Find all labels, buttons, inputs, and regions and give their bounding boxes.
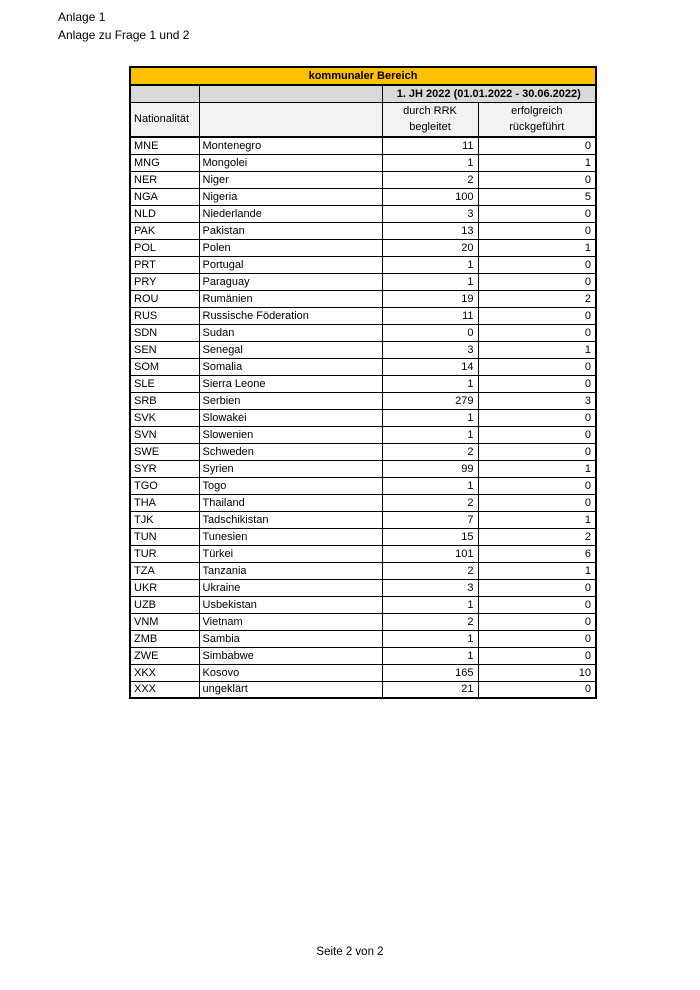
cell-country: Ukraine — [199, 579, 382, 596]
cell-rueckgefuehrt: 1 — [478, 154, 596, 171]
cell-country: Niederlande — [199, 205, 382, 222]
cell-country: Usbekistan — [199, 596, 382, 613]
column-header-begleitet: durch RRK begleitet — [382, 102, 478, 137]
cell-code: PRT — [130, 256, 199, 273]
table-row — [130, 545, 596, 562]
cell-begleitet: 99 — [382, 460, 478, 477]
table-row — [130, 239, 596, 256]
cell-begleitet: 3 — [382, 341, 478, 358]
cell-rueckgefuehrt: 1 — [478, 562, 596, 579]
cell-rueckgefuehrt: 5 — [478, 188, 596, 205]
cell-rueckgefuehrt: 0 — [478, 647, 596, 664]
cell-begleitet: 165 — [382, 664, 478, 681]
statistics-table — [129, 66, 597, 699]
cell-rueckgefuehrt: 0 — [478, 256, 596, 273]
cell-rueckgefuehrt: 0 — [478, 409, 596, 426]
cell-begleitet: 15 — [382, 528, 478, 545]
cell-begleitet: 101 — [382, 545, 478, 562]
cell-country: Syrien — [199, 460, 382, 477]
cell-begleitet: 11 — [382, 137, 478, 154]
cell-code: ROU — [130, 290, 199, 307]
cell-country: Niger — [199, 171, 382, 188]
cell-rueckgefuehrt: 0 — [478, 426, 596, 443]
cell-code: SYR — [130, 460, 199, 477]
cell-country: Russische Föderation — [199, 307, 382, 324]
page-number: Seite 2 von 2 — [316, 946, 384, 958]
cell-begleitet: 19 — [382, 290, 478, 307]
cell-rueckgefuehrt: 0 — [478, 358, 596, 375]
cell-rueckgefuehrt: 0 — [478, 681, 596, 698]
table-row — [130, 307, 596, 324]
cell-code: TZA — [130, 562, 199, 579]
cell-begleitet: 21 — [382, 681, 478, 698]
table-row — [130, 494, 596, 511]
cell-country: Vietnam — [199, 613, 382, 630]
table-row — [130, 528, 596, 545]
table-row — [130, 613, 596, 630]
cell-country: Polen — [199, 239, 382, 256]
cell-begleitet: 1 — [382, 273, 478, 290]
cell-country: Slowakei — [199, 409, 382, 426]
cell-rueckgefuehrt: 0 — [478, 477, 596, 494]
cell-code: TJK — [130, 511, 199, 528]
table-row — [130, 681, 596, 698]
cell-country: Sudan — [199, 324, 382, 341]
cell-code: TUN — [130, 528, 199, 545]
cell-rueckgefuehrt: 0 — [478, 222, 596, 239]
cell-country: Schweden — [199, 443, 382, 460]
cell-rueckgefuehrt: 0 — [478, 375, 596, 392]
cell-rueckgefuehrt: 0 — [478, 307, 596, 324]
table-row — [130, 511, 596, 528]
table-period-row — [130, 85, 596, 102]
cell-code: ZWE — [130, 647, 199, 664]
table-title-row — [130, 67, 596, 85]
table-row — [130, 562, 596, 579]
cell-begleitet: 1 — [382, 256, 478, 273]
cell-code: UKR — [130, 579, 199, 596]
cell-code: SDN — [130, 324, 199, 341]
cell-begleitet: 1 — [382, 426, 478, 443]
cell-rueckgefuehrt: 1 — [478, 239, 596, 256]
cell-rueckgefuehrt: 0 — [478, 273, 596, 290]
cell-code: XKX — [130, 664, 199, 681]
table-row — [130, 205, 596, 222]
table-row — [130, 443, 596, 460]
cell-begleitet: 279 — [382, 392, 478, 409]
cell-rueckgefuehrt: 3 — [478, 392, 596, 409]
cell-country: Tadschikistan — [199, 511, 382, 528]
cell-code: PAK — [130, 222, 199, 239]
cell-country: Slowenien — [199, 426, 382, 443]
table-row — [130, 358, 596, 375]
cell-code: PRY — [130, 273, 199, 290]
cell-begleitet: 7 — [382, 511, 478, 528]
cell-begleitet: 0 — [382, 324, 478, 341]
cell-begleitet: 1 — [382, 154, 478, 171]
cell-country: Sierra Leone — [199, 375, 382, 392]
cell-begleitet: 100 — [382, 188, 478, 205]
cell-rueckgefuehrt: 1 — [478, 460, 596, 477]
table-row — [130, 375, 596, 392]
empty-cell — [130, 85, 199, 102]
cell-begleitet: 1 — [382, 409, 478, 426]
table-row — [130, 392, 596, 409]
cell-begleitet: 3 — [382, 205, 478, 222]
table-row — [130, 477, 596, 494]
cell-code: SVK — [130, 409, 199, 426]
cell-rueckgefuehrt: 0 — [478, 324, 596, 341]
cell-country: Thailand — [199, 494, 382, 511]
cell-code: POL — [130, 239, 199, 256]
table-row — [130, 171, 596, 188]
table-row — [130, 579, 596, 596]
cell-begleitet: 1 — [382, 596, 478, 613]
cell-rueckgefuehrt: 0 — [478, 579, 596, 596]
cell-code: TGO — [130, 477, 199, 494]
cell-begleitet: 2 — [382, 613, 478, 630]
table-row — [130, 324, 596, 341]
cell-code: SEN — [130, 341, 199, 358]
cell-begleitet: 3 — [382, 579, 478, 596]
cell-rueckgefuehrt: 2 — [478, 290, 596, 307]
cell-code: UZB — [130, 596, 199, 613]
cell-code: SRB — [130, 392, 199, 409]
table-row — [130, 664, 596, 681]
cell-country: Pakistan — [199, 222, 382, 239]
cell-begleitet: 2 — [382, 494, 478, 511]
column-header-nationality: Nationalität — [130, 102, 199, 137]
cell-code: TUR — [130, 545, 199, 562]
cell-country: Montenegro — [199, 137, 382, 154]
cell-country: Mongolei — [199, 154, 382, 171]
cell-begleitet: 11 — [382, 307, 478, 324]
cell-code: THA — [130, 494, 199, 511]
cell-begleitet: 1 — [382, 647, 478, 664]
cell-rueckgefuehrt: 0 — [478, 596, 596, 613]
table-row — [130, 290, 596, 307]
cell-rueckgefuehrt: 0 — [478, 171, 596, 188]
cell-code: SLE — [130, 375, 199, 392]
table-row — [130, 426, 596, 443]
table-row — [130, 222, 596, 239]
cell-code: NLD — [130, 205, 199, 222]
cell-country: Paraguay — [199, 273, 382, 290]
empty-cell — [199, 85, 382, 102]
cell-country: Somalia — [199, 358, 382, 375]
cell-country: Serbien — [199, 392, 382, 409]
table-row — [130, 647, 596, 664]
annotation-line-1: Anlage 1 — [58, 10, 106, 24]
table-row — [130, 137, 596, 154]
cell-rueckgefuehrt: 0 — [478, 630, 596, 647]
cell-code: VNM — [130, 613, 199, 630]
cell-country: Nigeria — [199, 188, 382, 205]
table-row — [130, 256, 596, 273]
cell-code: MNE — [130, 137, 199, 154]
cell-begleitet: 2 — [382, 443, 478, 460]
table-row — [130, 596, 596, 613]
cell-country: Tanzania — [199, 562, 382, 579]
annotation-line-2: Anlage zu Frage 1 und 2 — [58, 28, 190, 42]
cell-begleitet: 13 — [382, 222, 478, 239]
cell-rueckgefuehrt: 0 — [478, 443, 596, 460]
cell-country: ungeklärt — [199, 681, 382, 698]
cell-code: MNG — [130, 154, 199, 171]
cell-country: Portugal — [199, 256, 382, 273]
cell-country: Türkei — [199, 545, 382, 562]
cell-country: Rumänien — [199, 290, 382, 307]
cell-code: SVN — [130, 426, 199, 443]
cell-rueckgefuehrt: 1 — [478, 511, 596, 528]
cell-code: SWE — [130, 443, 199, 460]
cell-country: Senegal — [199, 341, 382, 358]
table-row — [130, 409, 596, 426]
cell-rueckgefuehrt: 10 — [478, 664, 596, 681]
cell-code: SOM — [130, 358, 199, 375]
cell-rueckgefuehrt: 0 — [478, 205, 596, 222]
column-header-rueckgefuehrt: erfolgreich rückgeführt — [478, 102, 596, 137]
table-row — [130, 188, 596, 205]
cell-begleitet: 1 — [382, 630, 478, 647]
cell-rueckgefuehrt: 6 — [478, 545, 596, 562]
empty-cell — [199, 102, 382, 137]
cell-rueckgefuehrt: 0 — [478, 613, 596, 630]
cell-code: NER — [130, 171, 199, 188]
cell-code: ZMB — [130, 630, 199, 647]
cell-begleitet: 14 — [382, 358, 478, 375]
cell-country: Togo — [199, 477, 382, 494]
cell-begleitet: 1 — [382, 477, 478, 494]
table-body — [130, 137, 596, 698]
cell-code: XXX — [130, 681, 199, 698]
cell-begleitet: 2 — [382, 562, 478, 579]
cell-rueckgefuehrt: 0 — [478, 137, 596, 154]
cell-rueckgefuehrt: 2 — [478, 528, 596, 545]
period-header: 1. JH 2022 (01.01.2022 - 30.06.2022) — [382, 85, 596, 102]
cell-country: Kosovo — [199, 664, 382, 681]
cell-begleitet: 2 — [382, 171, 478, 188]
table-row — [130, 460, 596, 477]
cell-rueckgefuehrt: 1 — [478, 341, 596, 358]
cell-country: Sambia — [199, 630, 382, 647]
table-row — [130, 273, 596, 290]
cell-country: Simbabwe — [199, 647, 382, 664]
page-annotations — [58, 8, 189, 44]
cell-code: RUS — [130, 307, 199, 324]
table-column-header-row — [130, 102, 596, 137]
cell-code: NGA — [130, 188, 199, 205]
cell-begleitet: 20 — [382, 239, 478, 256]
cell-begleitet: 1 — [382, 375, 478, 392]
table-row — [130, 341, 596, 358]
table-row — [130, 154, 596, 171]
cell-rueckgefuehrt: 0 — [478, 494, 596, 511]
table-row — [130, 630, 596, 647]
table-title: kommunaler Bereich — [130, 67, 596, 85]
cell-country: Tunesien — [199, 528, 382, 545]
